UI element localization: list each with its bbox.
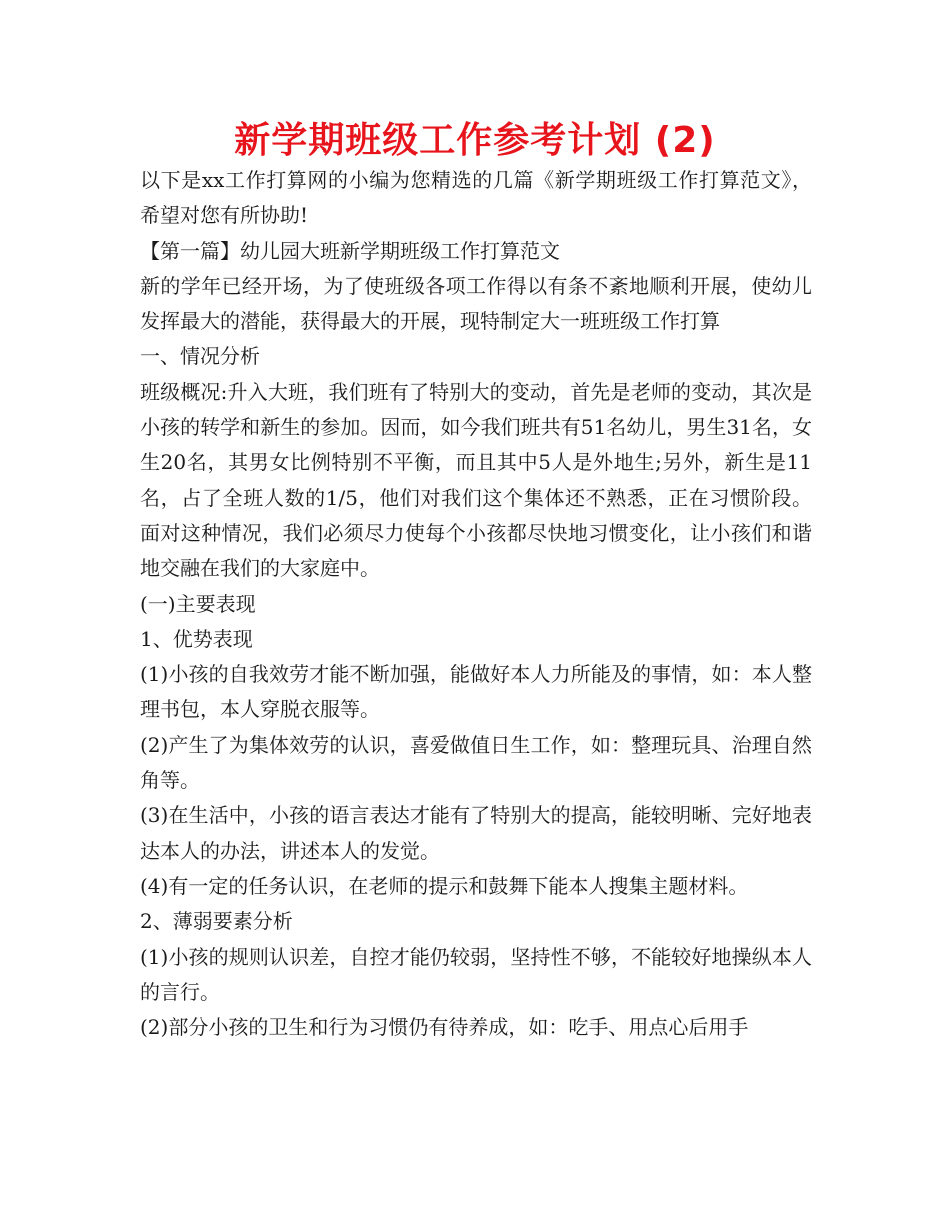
paragraph-heading-situation: 一、情况分析 (140, 344, 260, 369)
paragraph-class-overview: 班级概况:升入大班，我们班有了特别大的变动，首先是老师的变动，其次是小孩的转学和新生的参加。因而，如今我们班共有51名幼儿，男生31名，女生20名，其男女比例特别不平衡，而且其中5人是外地生;另外，新生是11名，占了全班人数的1/5，他们对我们这个集体还不熟悉，正在习惯阶段。面对这种情况，我们必须尽力使每个小孩都尽快地习惯变化，让小孩们和谐地交融在我们的大家庭中。 (140, 379, 812, 581)
document-title: 新学期班级工作参考计划 (2) (234, 120, 716, 161)
paragraph-weakness-1: (1)小孩的规则认识差，自控才能仍较弱，坚持性不够，不能较好地操纵本人的言行。 (140, 944, 812, 1004)
paragraph-strength-4: (4)有一定的任务认识，在老师的提示和鼓舞下能本人搜集主题材料。 (140, 873, 749, 898)
paragraph-weakness-2: (2)部分小孩的卫生和行为习惯仍有待养成，如：吃手、用点心后用手 (140, 1015, 749, 1040)
paragraph-strength-2: (2)产生了为集体效劳的认识，喜爱做值日生工作，如：整理玩具、治理自然角等。 (140, 732, 812, 793)
paragraph-heading-weaknesses: 2、薄弱要素分析 (140, 909, 293, 934)
paragraph-heading-main: (一)主要表现 (140, 591, 256, 616)
paragraph-strength-1: (1)小孩的自我效劳才能不断加强，能做好本人力所能及的事情，如：本人整理书包，本人穿脱衣服等。 (140, 662, 812, 722)
paragraph-heading-strengths: 1、优势表现 (140, 626, 253, 651)
document-body (140, 163, 812, 1045)
paragraph-opening: 新的学年已经开场，为了使班级各项工作得以有条不紊地顺利开展，使幼儿发挥最大的潜能，获得最大的开展，现特制定大一班班级工作打算 (140, 273, 812, 334)
paragraph-strength-3: (3)在生活中，小孩的语言表达才能有了特别大的提高，能较明晰、完好地表达本人的办法，讲述本人的发觉。 (140, 803, 812, 863)
paragraph-section-heading: 【第一篇】幼儿园大班新学期班级工作打算范文 (140, 238, 560, 263)
paragraph-intro: 以下是xx工作打算网的小编为您精选的几篇《新学期班级工作打算范文》，希望对您有所协助! (140, 168, 812, 228)
